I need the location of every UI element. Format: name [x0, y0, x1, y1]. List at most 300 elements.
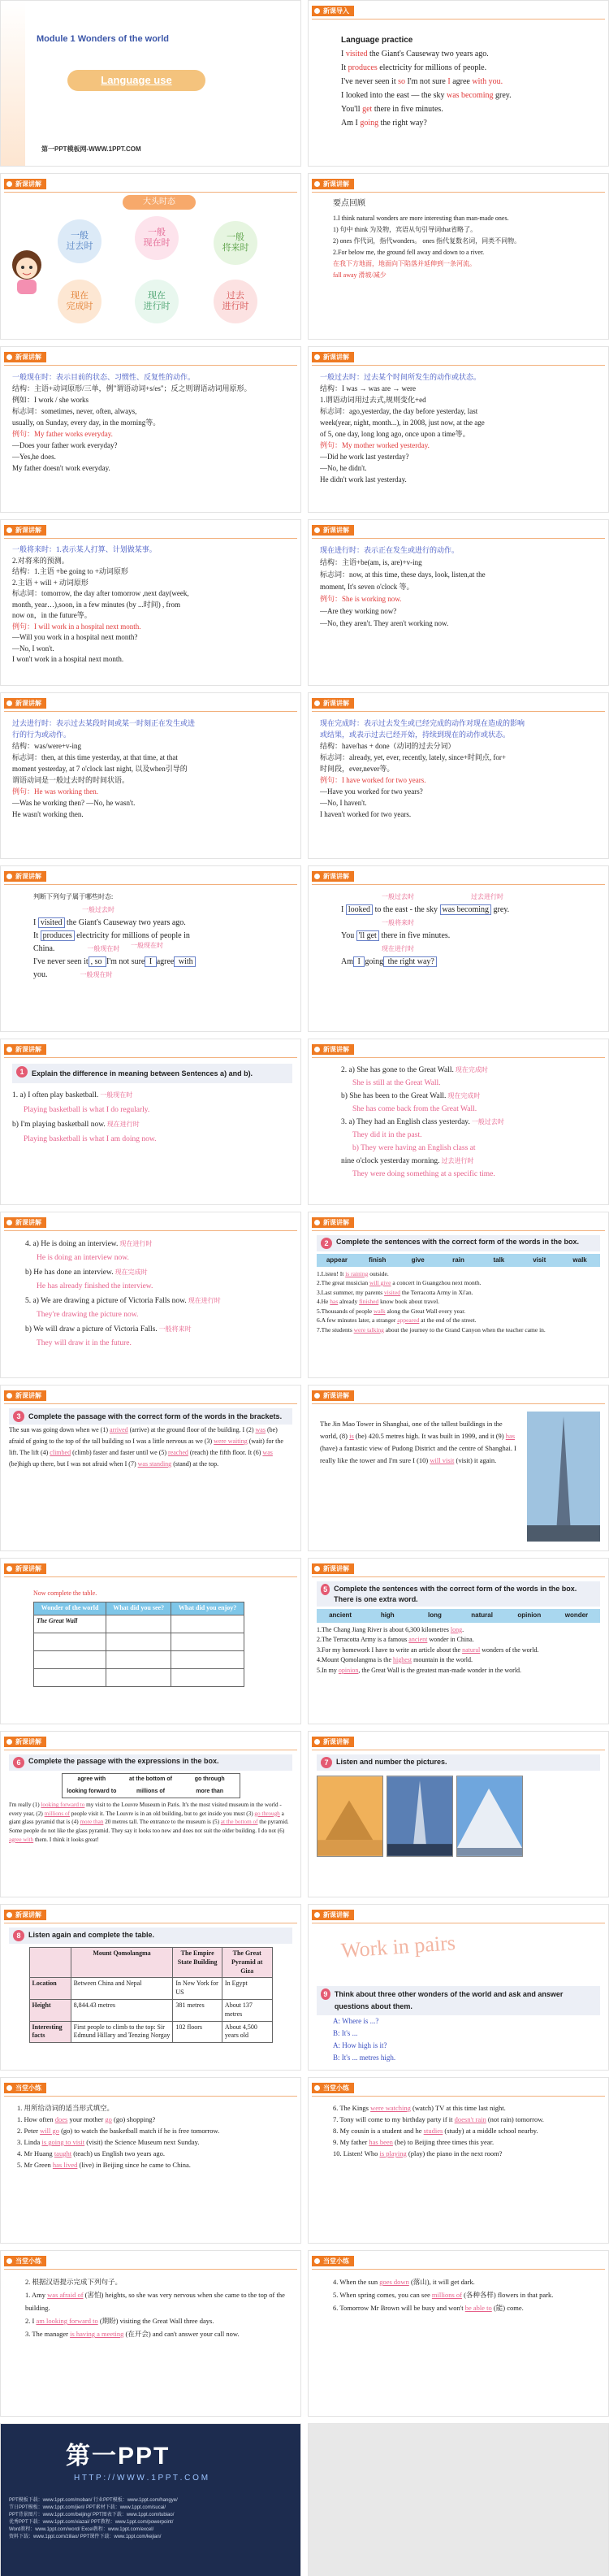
- table-cell: The Great Wall: [34, 1615, 106, 1633]
- plain-text: The Jin Mao Tower in Shanghai, one of the tallest buildings in the world, (8): [320, 1420, 503, 1440]
- text-line: B: It's ... metres high.: [333, 2053, 396, 2062]
- slide-exercise-8: [0, 1904, 301, 2071]
- lesson-pill: Language use: [67, 70, 205, 91]
- answer-text: were watching: [370, 2104, 411, 2112]
- plain-text: b) We will draw a picture of Victoria Falls.: [25, 1325, 158, 1334]
- exercise-title: Listen again and complete the table.: [28, 1931, 155, 1939]
- plain-text: I'm really (1): [9, 1802, 41, 1809]
- text-line: He wasn't working then.: [12, 810, 84, 818]
- text-line: [33, 917, 292, 930]
- text-line: [25, 1322, 292, 1337]
- text-line: [317, 1625, 600, 1636]
- text-line: 例句：My father works everyday.: [12, 430, 113, 438]
- explanation-text: She is still at the Great Wall.: [352, 1079, 441, 1087]
- section-tag: 新课讲解: [312, 1390, 354, 1401]
- explanation-text: He has already finished the interview.: [37, 1282, 153, 1290]
- tense-label: 一般过去时: [82, 906, 114, 913]
- plain-text: grey.: [493, 91, 512, 100]
- slide-explain-2: [308, 1039, 609, 1205]
- text-line: —Will you work in a hospital next month?: [12, 633, 138, 641]
- answer-text: highest: [393, 1656, 412, 1663]
- plain-text: mountain in the world.: [412, 1656, 473, 1663]
- text-line: 一般过去时：过去某个时间所发生的动作或状态。: [320, 373, 482, 381]
- answer-text: more than: [80, 1819, 104, 1826]
- plain-text: 4. Mr Huang: [17, 2149, 54, 2158]
- section-tag: 新课讲解: [4, 871, 46, 882]
- text-line: [341, 1103, 600, 1116]
- plain-text: (落山), it will get dark.: [408, 2278, 475, 2286]
- word-box-item: rain: [452, 1256, 464, 1264]
- plain-text: (live) in Beijing since he came to China.: [77, 2161, 191, 2169]
- slide-simple-past: [308, 346, 609, 513]
- text-line: B: It's ...: [333, 2029, 358, 2037]
- note-list: [12, 371, 292, 507]
- note-list: [12, 544, 292, 680]
- dialogue: [333, 2015, 600, 2064]
- slide-practice-2: [0, 2250, 301, 2417]
- text-line: [317, 1666, 600, 1676]
- text-line: 标志词：then, at this time yesterday, at that time, at that: [12, 753, 178, 761]
- answer-text: climbed: [50, 1449, 71, 1456]
- text-line: [341, 1142, 600, 1155]
- text-line: [317, 1655, 600, 1666]
- text-line: [341, 1064, 600, 1077]
- text-line: I won't work in a hospital next month.: [12, 655, 124, 663]
- text-line: moment, It's seven o'clock 等。: [320, 583, 414, 591]
- plain-text: 6. Tomorrow Mr Brown will be busy and won't: [333, 2304, 465, 2312]
- answer-box: was becoming: [440, 904, 492, 915]
- table-row: [34, 1668, 244, 1686]
- word-box-item: visit: [533, 1256, 546, 1264]
- plain-text: the pyramid. Some people do not like the glass pyramid. They say it looks too new and does not suit the older building. I do not (6): [9, 1819, 289, 1834]
- answer-box: , so: [89, 956, 106, 967]
- text-line: [333, 2114, 600, 2125]
- tense-label: 现在进行时: [118, 1240, 153, 1247]
- plain-text: 7. Tony will come to my birthday party if it: [333, 2115, 455, 2123]
- text-line: 例句：He was working then.: [12, 787, 98, 796]
- plain-text: 4. a) He is doing an interview.: [25, 1240, 119, 1248]
- section-tag: 新课讲解: [4, 1044, 46, 1055]
- plain-text: 20 metres tall. The entrance to the museum is (5): [103, 1819, 221, 1826]
- text-line: 标志词：tomorrow, the day after tomorrow ,next day(week,: [12, 589, 189, 597]
- plain-text: (not rain) tomorrow.: [486, 2115, 544, 2123]
- plain-text: the Giant's Causeway two years ago.: [367, 50, 489, 59]
- plain-text: I looked into the east — the sky: [341, 91, 447, 100]
- table-header: What did you enjoy?: [171, 1602, 244, 1615]
- explanation-text: She has come back from the Great Wall.: [352, 1105, 477, 1113]
- word-box-item: ancient: [329, 1611, 352, 1619]
- text-line: 2) ones 作代词，指代wonders。 ones 指代复数名词，同类不同物。: [333, 237, 521, 245]
- tense-label: 一般将来时: [382, 919, 414, 926]
- skyscraper-photo-icon: [387, 1776, 453, 1857]
- exercise-title: Explain the difference in meaning between Sentences a) and b).: [32, 1069, 253, 1078]
- slide-ppt-footer: [0, 2423, 301, 2576]
- note-list: [320, 544, 600, 680]
- section-tag: 新课讲解: [312, 1737, 354, 1747]
- plain-text: (wait) for the lift. The lift (4): [9, 1438, 283, 1456]
- word-box-item: at the bottom of: [129, 1776, 172, 1782]
- text-line: —No, I won't.: [12, 644, 54, 653]
- text-line: 结构：was/were+v-ing: [12, 742, 82, 750]
- answer-box: the right way?: [383, 956, 437, 967]
- table-cell: [106, 1668, 171, 1686]
- text-line: [25, 1337, 292, 1351]
- cartoon-girl-icon: [7, 247, 46, 296]
- explanation-text: They did it in the past.: [352, 1131, 422, 1139]
- answer-box: I: [145, 956, 156, 967]
- table-cell: [34, 1650, 106, 1668]
- plain-text: (be)high up there, but I was not afraid when I (7): [9, 1460, 138, 1468]
- answer-text: is going to visit: [41, 2138, 85, 2146]
- plain-text: them. I think it looks great!: [33, 1836, 99, 1843]
- tense-label: 现在完成时: [113, 1268, 148, 1276]
- plain-text: 7.The students: [317, 1325, 354, 1334]
- slide-practice-2-cont: [308, 2250, 609, 2417]
- text-line: [333, 2288, 600, 2301]
- plain-text: wonder in China.: [427, 1636, 474, 1643]
- text-line: 2.对将来的预测。: [12, 556, 69, 565]
- slide-blank: [308, 2423, 609, 2576]
- slide-practice-1: [0, 2077, 301, 2244]
- link-list: [9, 2497, 292, 2541]
- slide-title: [0, 0, 301, 167]
- plain-text: going: [365, 957, 384, 966]
- table-cell: [171, 1633, 244, 1650]
- plain-text: there in five minutes.: [378, 931, 451, 940]
- text-line: 1) 句中 think 为及物，宾语从句引导词that省略了。: [333, 226, 477, 233]
- text-line: now on，in the future等。: [12, 611, 92, 619]
- highlight-word: was becoming: [446, 91, 494, 100]
- table-row: [34, 1615, 244, 1633]
- tense-label: 过去进行时: [471, 893, 503, 900]
- text-line: [341, 917, 600, 930]
- word-box-item: high: [380, 1611, 395, 1619]
- highlight-word: with you.: [469, 77, 503, 86]
- plain-text: b) She has been to the Great Wall.: [341, 1092, 447, 1100]
- tense-label: 现在进行时: [186, 1297, 221, 1304]
- text-line: week(year, night, month...), in 2008, just now, at the age: [320, 418, 485, 427]
- text-line: [341, 904, 600, 917]
- text-line: [341, 1155, 600, 1168]
- plain-text: (stand) at the top.: [171, 1460, 219, 1468]
- text-line: 优秀PPT下载：www.1ppt.com/xiazai/ PPT教程：www.1ppt.com/powerpoint/: [9, 2520, 174, 2525]
- tense-bubble: 一般 将来时: [214, 221, 257, 265]
- section-tag: 当堂小练: [312, 2083, 354, 2093]
- text-line: [33, 956, 292, 969]
- text-line: 在我下方地面，地面向下陷落并延伸到一条河流。: [333, 260, 476, 267]
- answer-list: [25, 1237, 292, 1373]
- text-line: [25, 1294, 292, 1308]
- plain-text: 3. a) They had an English class yesterday.: [341, 1118, 470, 1126]
- text-line: [9, 1425, 292, 1470]
- plain-text: I've never seen it: [341, 77, 396, 86]
- answer-text: will visit: [430, 1456, 455, 1464]
- text-line: My father doesn't work everyday.: [12, 464, 110, 472]
- exercise-number: 2: [321, 1238, 332, 1249]
- table-cell: 8,844.43 metres: [71, 1999, 173, 2021]
- answer-text: is raining: [345, 1269, 369, 1277]
- tense-label: 现在进行时: [382, 945, 414, 952]
- table-heading: Now complete the table.: [33, 1589, 97, 1597]
- text-line: [17, 2114, 292, 2125]
- tense-bubble: 现在 完成时: [58, 280, 102, 323]
- plain-text: 9. My father: [333, 2138, 369, 2146]
- answer-list: [12, 1088, 292, 1147]
- plain-text: (study) at a middle school nearby.: [443, 2127, 538, 2135]
- text-line: [341, 1168, 600, 1181]
- text-line: PPT模板下载：www.1ppt.com/moban/ 行业PPT模板：www.1ppt.com/hangye/: [9, 2498, 178, 2503]
- plain-text: (watch) TV at this time last night.: [410, 2104, 506, 2112]
- answer-list: [333, 2102, 600, 2238]
- text-line: [12, 1088, 292, 1103]
- text-line: —No, they aren't. They aren't working now.: [320, 619, 449, 627]
- note-list: [12, 718, 292, 853]
- tense-label: 一般现在时: [98, 1091, 133, 1099]
- text-line: [341, 943, 600, 956]
- plain-text: You'll: [341, 105, 363, 114]
- text-line: —Does your father work everyday?: [12, 441, 118, 449]
- section-tag: 新课讲解: [4, 1217, 46, 1228]
- answer-text: was standing: [137, 1460, 172, 1468]
- passage: [320, 1418, 519, 1546]
- section-tag: 新课讲解: [4, 698, 46, 709]
- plain-text: a giant glass pyramid that is (4): [9, 1810, 284, 1826]
- section-tag: 新课讲解: [312, 525, 354, 536]
- tense-bubble: 一般 过去时: [58, 219, 102, 263]
- table-header: [29, 1948, 71, 1978]
- table-cell: 381 metres: [173, 1999, 222, 2021]
- answer-text: visited: [384, 1288, 401, 1296]
- text-line: 1.谓语动词用过去式,规则变化+ed: [320, 396, 426, 404]
- text-line: [17, 2148, 292, 2159]
- section-tag: 新课讲解: [4, 179, 46, 189]
- slide-identify-tenses-2: [308, 865, 609, 1032]
- plain-text: already: [338, 1298, 360, 1305]
- word-box-item: opinion: [517, 1611, 542, 1619]
- tense-label: 现在完成时: [453, 1066, 488, 1073]
- row-label: Height: [29, 1999, 71, 2021]
- text-line: 资料下载：www.1ppt.com/ziliao/ PPT课件下载：www.1ppt.com/kejian/: [9, 2535, 162, 2539]
- section-tag: 新课讲解: [4, 525, 46, 536]
- plain-text: 3.For my homework I have to write an article about the: [317, 1646, 463, 1654]
- exercise-number: 3: [13, 1411, 24, 1422]
- text-line: [33, 969, 292, 982]
- plain-text: It: [33, 931, 41, 940]
- plain-text: b) I'm playing basketball now.: [12, 1121, 106, 1129]
- text-line: 例句：She is working now.: [320, 595, 402, 603]
- plain-text: (go) to watch the basketball match if he is free tomorrow.: [58, 2127, 220, 2135]
- text-line: PPT背景图片：www.1ppt.com/beijing/ PPT图表下载：www.1ppt.com/tubiao/: [9, 2513, 175, 2517]
- table-row: [29, 2021, 272, 2043]
- word-box-item: finish: [369, 1256, 387, 1264]
- answer-text: go through: [254, 1810, 280, 1817]
- answer-box: visited: [38, 917, 65, 928]
- plain-text: the Terracotta Army in Xi'an.: [400, 1288, 473, 1296]
- plain-text: 5. Mr Green: [17, 2161, 53, 2169]
- answer-text: millions of: [431, 2291, 462, 2299]
- brand-url: H T T P : / / W W W . 1 P P T . C O M: [74, 2474, 209, 2483]
- answer-text: ancient: [408, 1636, 428, 1643]
- answer-text: will go: [40, 2127, 59, 2135]
- word-box-item: natural: [471, 1611, 493, 1619]
- text-line: [320, 1418, 519, 1467]
- text-line: [333, 2148, 600, 2159]
- section-tag: 新课讲解: [4, 352, 46, 362]
- plain-text: (能) come.: [491, 2304, 524, 2312]
- answer-text: has: [505, 1432, 516, 1440]
- table-cell: [171, 1650, 244, 1668]
- table-header: The Empire State Building: [173, 1948, 222, 1978]
- answer-text: arrived: [109, 1426, 128, 1433]
- text-line: A: Where is ...?: [333, 2017, 379, 2025]
- section-tag: 新课讲解: [312, 179, 354, 189]
- text-line: [9, 1801, 292, 1844]
- word-box-item: appear: [326, 1256, 348, 1264]
- text-line: —Are they working now?: [320, 607, 397, 615]
- plain-text: You: [341, 931, 356, 940]
- wonder-table: [33, 1602, 244, 1687]
- plain-text: 2.The great musician: [317, 1279, 369, 1286]
- text-line: [17, 2159, 292, 2171]
- plain-text: (teach) us English two years ago.: [71, 2149, 166, 2158]
- table-cell: 102 floors: [173, 2021, 222, 2043]
- text-line: 现在进行时：表示正在发生或进行的动作。: [320, 546, 460, 554]
- slide-table-great-wall: [0, 1558, 301, 1724]
- slide-identify-tenses-1: [0, 865, 301, 1032]
- text-line: 结构：I was → was are → were: [320, 384, 416, 392]
- text-line: [341, 89, 600, 102]
- plain-text: I'm not sure: [407, 77, 446, 86]
- text-line: [17, 2136, 292, 2148]
- text-line: [341, 956, 600, 969]
- plain-text: (害怕) heights, so she was very nervous when she came to the top of the building.: [25, 2291, 285, 2312]
- answer-text: goes down: [379, 2278, 409, 2286]
- text-line: [25, 1308, 292, 1322]
- text-line: 时间段，ever,never等。: [320, 765, 395, 773]
- text-line: 节日PPT模板：www.1ppt.com/jieri/ PPT素材下载：www.1ppt.com/sucai/: [9, 2505, 166, 2510]
- text-line: 例如：I work / she works: [12, 396, 89, 404]
- text-line: [317, 1307, 600, 1316]
- slide-past-continuous: [0, 692, 301, 859]
- plain-text: 5. a) We are drawing a picture of Victoria Falls now.: [25, 1297, 187, 1305]
- plain-text: there in five minutes.: [372, 105, 443, 114]
- answer-text: doesn't rain: [454, 2115, 486, 2123]
- section-tag: 新课讲解: [4, 1390, 46, 1401]
- answer-text: long: [450, 1625, 463, 1633]
- table-row: [34, 1633, 244, 1650]
- bubble-heading: 大头时态: [123, 195, 196, 210]
- plain-text: (have) a fantastic view of Pudong District and the centre of Shanghai. I really like the tower and I'm sure I (10): [320, 1444, 516, 1464]
- text-line: 例句：My mother worked yesterday.: [320, 441, 430, 449]
- plain-text: (期盼) visiting the Great Wall three days.: [97, 2317, 214, 2325]
- plain-text: electricity for millions of people.: [377, 63, 487, 72]
- plain-text: about the journey to the Grand Canyon when the teacher came in.: [383, 1325, 546, 1334]
- section-tag: 新课讲解: [312, 1563, 354, 1574]
- answer-list: [17, 2114, 292, 2171]
- exercise-title: Complete the passage with the expressions in the box.: [28, 1757, 219, 1765]
- answer-text: were waiting: [214, 1438, 248, 1445]
- exercise-heading: 1. 用所给动词的适当形式填空。: [17, 2104, 114, 2112]
- answer-text: was: [255, 1426, 266, 1433]
- slide-exercise-6: [0, 1731, 301, 1897]
- section-tag: 新课讲解: [312, 871, 354, 882]
- plain-text: I: [33, 918, 38, 927]
- module-title: Module 1 Wonders of the world: [37, 34, 169, 44]
- text-line: moment yesterday, at 7 o'clock last night, 以及when引导的: [12, 765, 188, 773]
- plain-text: The sun was going down when we (1): [9, 1426, 110, 1433]
- text-line: [12, 1117, 292, 1132]
- tense-label: 过去进行时: [439, 1157, 474, 1164]
- text-line: 一般将来时：1.表示某人打算、计划做某事。: [12, 545, 157, 553]
- text-line: [333, 2301, 600, 2314]
- text-line: A: How high is it?: [333, 2041, 387, 2049]
- exercise-title: Listen and number the pictures.: [336, 1758, 447, 1766]
- section-tag: 新课讲解: [312, 1217, 354, 1228]
- exercise-title: Complete the sentences with the correct form of the words in the box.: [336, 1238, 580, 1246]
- text-line: [341, 102, 600, 116]
- plain-text: 5.In my: [317, 1666, 339, 1674]
- answer-text: be able to: [464, 2304, 492, 2312]
- word-box-item: walk: [572, 1256, 587, 1264]
- section-tag: 当堂小练: [312, 2256, 354, 2266]
- exercise-number: 5: [321, 1584, 330, 1595]
- text-line: 标志词：now, at this time, these days, look, listen,at the: [320, 570, 486, 579]
- plain-text: I'm not sure: [106, 957, 145, 966]
- answer-text: agree with: [9, 1836, 34, 1843]
- slide-present-continuous: [308, 519, 609, 686]
- slide-practice-1-cont: [308, 2077, 609, 2244]
- plain-text: the Giant's Causeway two years ago.: [64, 918, 186, 927]
- plain-text: 2.The Terracotta Army is a famous: [317, 1636, 409, 1643]
- plain-text: I've never seen it: [33, 957, 89, 966]
- answer-text: was: [262, 1449, 273, 1456]
- explanation-text: Playing basketball is what I do regularly.: [24, 1106, 150, 1114]
- answer-text: studies: [423, 2127, 443, 2135]
- row-label: Interesting facts: [29, 2021, 71, 2043]
- plain-text: 3.Last summer, my parents: [317, 1288, 385, 1296]
- highlight-word: so: [395, 77, 408, 86]
- plain-text: 2. I: [25, 2317, 37, 2325]
- text-line: —No, I haven't.: [320, 799, 367, 807]
- answer-box: produces: [41, 930, 75, 941]
- note-list: [320, 371, 600, 507]
- table-cell: About 137 metres: [222, 1999, 272, 2021]
- text-line: [341, 1116, 600, 1129]
- exercise-number: 8: [13, 1930, 24, 1941]
- exercise-number: 1: [16, 1066, 28, 1078]
- slide-work-in-pairs: [308, 1904, 609, 2071]
- text-line: 例句：I will work in a hospital next month.: [12, 622, 141, 631]
- text-line: [333, 2136, 600, 2148]
- text-line: [341, 47, 600, 61]
- plain-text: 6. The Kings: [333, 2104, 371, 2112]
- plain-text: your mother: [67, 2115, 106, 2123]
- plain-text: a concert in Guangzhou next month.: [391, 1279, 482, 1286]
- text-line: —No, he didn't.: [320, 464, 367, 472]
- passage: [9, 1801, 292, 1844]
- plain-text: 3. Linda: [17, 2138, 42, 2146]
- text-line: [317, 1646, 600, 1656]
- table-cell: First people to climb to the top: Sir Edmund Hillary and Tenzing Norgay: [71, 2021, 173, 2043]
- tense-label: 一般现在时: [80, 971, 113, 978]
- text-line: [317, 1269, 600, 1279]
- word-box-item: agree with: [77, 1776, 106, 1782]
- plain-text: I: [341, 50, 346, 59]
- text-line: 过去进行时：表示过去某段时间或某一时刻正在发生或进: [12, 719, 196, 727]
- table-cell: [34, 1668, 106, 1686]
- table-cell: [106, 1650, 171, 1668]
- table-cell: Between China and Nepal: [71, 1978, 173, 2000]
